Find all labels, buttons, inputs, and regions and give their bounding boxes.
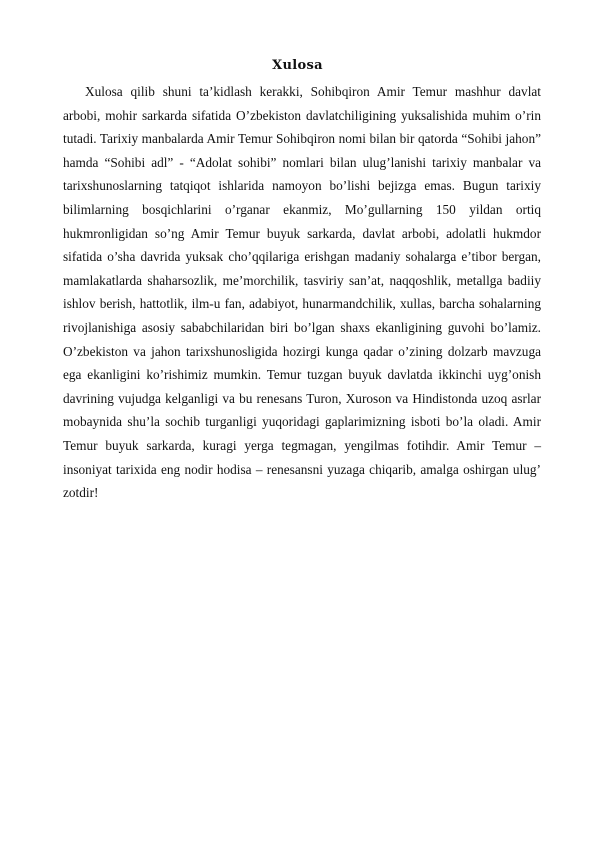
page-title: Xulosa [272, 58, 323, 73]
body-paragraph: Xulosa qilib shuni ta’kidlash kerakki, Sohibqiron Amir Temur mashhur davlat arbobi, mohir sarkarda sifatida O’zbekiston davlatchiligining yuksalishida muhim o’rin tutadi. Tarixiy manbalarda Amir Temur Sohibqiron nomi bilan bir qatorda “Sohibi jahon” hamda “Sohibi adl” - “Adolat sohibi” nomlari bilan ulug’lanishi tarixiy manbalar va tarixshunoslarning tatqiqot ishlarida namoyon bo’lishi bejizga emas. Bugun tarixiy bilimlarning bosqichlarini o’rganar ekanmiz, Mo’gullarning 150 yildan ortiq hukmronligidan so’ng Amir Temur buyuk sarkarda, davlat arbobi, adolatli hukmdor sifatida o’sha davrida yuksak cho’qqilariga erishgan madaniy sohalarga e’tibor bergan, mamlakatlarda shaharsozlik, me’morchilik, tasviriy san’at, naqqoshlik, metallga badiiy ishlov berish, hattotlik, ilm-u fan, adabiyot, hunarmandchilik, xullas, barcha sohalarning rivojlanishiga asosiy sababchilaridan biri bo’lgan shaxs ekanligining guvohi bo’lamiz. O’zbekiston va jahon tarixshunosligida hozirgi kunga qadar o’zining dolzarb mavzuga ega ekanligini ko’rishimiz mumkin. Temur tuzgan buyuk davlatda ikkinchi uyg’onish davrining vujudga kelganligi va bu renesans Turon, Xuroson va Hindistonda uzoq asrlar mobaynida shu’la sochib turganligi yuqoridagi gaplarimizning isboti bo’la oladi. Amir Temur buyuk sarkarda, kuragi yerga tegmagan, yengilmas fotihdir. Amir Temur – insoniyat tarixida eng nodir hodisa – renesansni yuzaga chiqarib, amalga oshirgan ulug’ zotdir! [63, 84, 541, 501]
